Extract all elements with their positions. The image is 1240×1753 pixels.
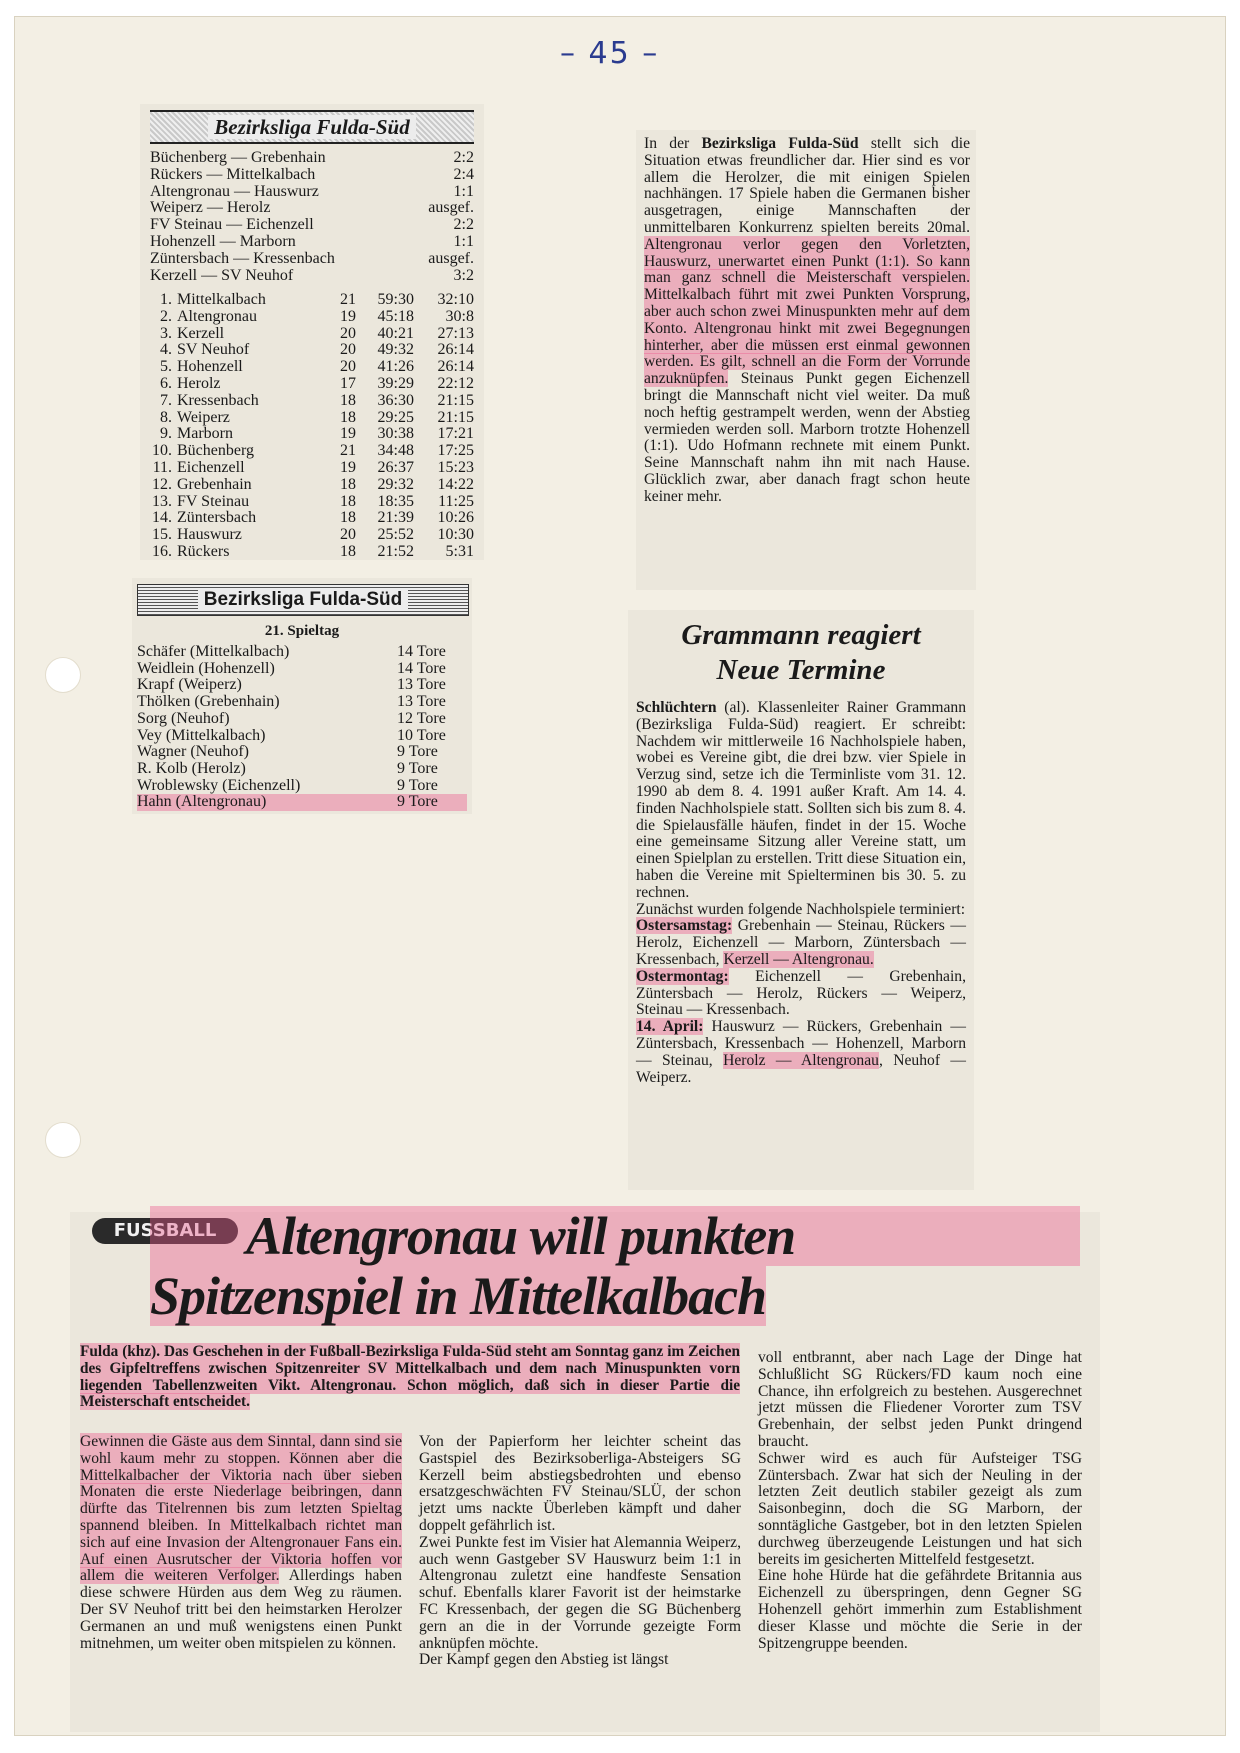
standing-points: 21:15	[437, 408, 474, 426]
result-score: 2:2	[453, 149, 474, 166]
result-score: 3:2	[453, 266, 474, 284]
scorer-name: R. Kolb (Herolz)	[137, 759, 246, 777]
scorer-row	[137, 778, 467, 795]
standing-pos: 10.	[152, 442, 172, 460]
standing-games: 20	[340, 324, 356, 342]
standing-goals: 29:32	[377, 475, 414, 493]
standing-points: 17:25	[437, 442, 474, 460]
standing-games: 21	[340, 291, 356, 308]
result-match: Rückers — Mittelkalbach	[150, 165, 316, 183]
standing-games: 19	[340, 307, 356, 325]
scorer-row	[137, 711, 467, 728]
standing-points: 27:13	[437, 324, 474, 342]
standings-row	[150, 292, 474, 309]
standing-points: 10:30	[437, 526, 474, 544]
standing-games: 20	[340, 526, 356, 544]
scorer-goals: 9 Tore	[397, 759, 438, 777]
scorer-row	[137, 694, 467, 711]
right-article-league: Bezirksliga Fulda-Süd	[701, 135, 859, 152]
scorer-goals: 9 Tore	[397, 743, 438, 761]
scorer-row	[137, 661, 467, 678]
scorer-goals: 14 Tore	[397, 659, 446, 677]
standing-team: Kressenbach	[177, 391, 259, 409]
scorer-name: Hahn (Altengronau)	[137, 793, 267, 811]
standing-games: 18	[340, 475, 356, 493]
standing-pos: 6.	[160, 374, 172, 392]
scorer-name: Schäfer (Mittelkalbach)	[137, 643, 290, 660]
standings-row	[150, 359, 474, 376]
standing-points: 26:14	[437, 358, 474, 376]
main-lead: Fulda (khz). Das Geschehen in der Fußball-Bezirksliga Fulda-Süd steht am Sonntag ganz im Zeichen des Gipfeltreffens zwischen Spitzenreiter SV Mittelkalbach und dem nach Minuspunkten vorn liegenden Tabellenzweiten Vikt. Altengronau. Schon möglich, daß sich in dieser Partie die Meisterschaft entscheidet.	[80, 1343, 740, 1411]
standings-row	[150, 326, 474, 343]
standings-row	[150, 510, 474, 527]
standing-games: 18	[340, 408, 356, 426]
standings-row	[150, 460, 474, 477]
result-match: Züntersbach — Kressenbach	[150, 249, 335, 267]
standings-row	[150, 477, 474, 494]
standing-pos: 7.	[160, 391, 172, 409]
result-score: 1:1	[453, 232, 474, 250]
result-score: 2:2	[453, 216, 474, 234]
scorer-goals: 13 Tore	[397, 676, 446, 694]
standing-team: Grebenhain	[177, 475, 252, 493]
standing-points: 15:23	[437, 458, 474, 476]
right-article-highlight: Altengronau verlor gegen den Vorletzten, Hauswurz, unerwartet einen Punkt (1:1). So kann man ganz schnell die Meisterschaft verspielen. Mittelkalbach führt mit zwei Punkten Vorsprung, aber auch schon zwei Minuspunkten mehr auf dem Konto. Altengronau hinkt mit zwei Begegnungen hinterher, aber die müssen erst einmal gewonnen werden. Es gilt, schnell an die Form der Vorrunde anzuknüpfen.	[644, 235, 970, 388]
scorer-goals: 9 Tore	[397, 776, 438, 794]
standings-row	[150, 527, 474, 544]
standing-team: Hohenzell	[177, 358, 243, 376]
scorer-name: Thölken (Grebenhain)	[137, 693, 280, 711]
main-col-2: Von der Papierform her leichter scheint das Gastspiel des Bezirksoberliga-Absteigers SG Kerzell beim abstiegsbedrohten und ebenso ersatzgeschwächten FV Steinau/SLÜ, der schon jetzt ums nackte Überleben kämpft und daher doppelt gefährlich ist. Zwei Punkte fest im Visier hat Alemannia Weiperz, auch wenn Gastgeber SV Hauswurz beim 1:1 in Altengronau zuletzt eine handfeste Sensation schuf. Ebenfalls klarer Favorit ist der heimstarke FC Kressenbach, der gegen die SG Büchenberg gern an die in der Vorrunde gezeigte Form anknüpfen möchte. Der Kampf gegen den Abstieg ist längst	[419, 1433, 741, 1669]
standing-team: Eichenzell	[177, 458, 245, 476]
standing-points: 17:21	[437, 425, 474, 443]
standing-team: Hauswurz	[177, 526, 242, 544]
table-title: Bezirksliga Fulda-Süd	[150, 110, 474, 144]
standing-points: 21:15	[437, 391, 474, 409]
standing-team: Büchenberg	[177, 442, 255, 460]
standing-games: 20	[340, 341, 356, 359]
standings-row	[150, 494, 474, 511]
standing-games: 19	[340, 458, 356, 476]
standings-row	[150, 544, 474, 561]
standing-team: Rückers	[177, 542, 230, 560]
standing-goals: 39:29	[377, 374, 414, 392]
standing-games: 18	[340, 509, 356, 527]
scorer-row	[137, 794, 467, 811]
result-score: 2:4	[453, 165, 474, 183]
scorer-goals: 9 Tore	[397, 793, 438, 811]
standing-goals: 45:18	[377, 307, 414, 325]
standings-row	[150, 309, 474, 326]
standing-games: 21	[340, 442, 356, 460]
scorers-title: Bezirksliga Fulda-Süd	[137, 584, 469, 616]
standing-games: 18	[340, 542, 356, 560]
termine-text: Schlüchtern (al). Klassenleiter Rainer Grammann (Bezirksliga Fulda-Süd) reagiert. Er schreibt: Nachdem wir mittlerweile 16 Nachholspiele haben, wobei es Vereine gibt, die drei bzw. vier Spiele in Verzug sind, setze ich die Terminliste vom 31. 12. 1990 ab dem 8. 4. 1991 außer Kraft. Am 14. 4. finden Nachholspiele statt. Sollten sich bis zum 8. 4. die Spielausfälle häufen, findet in der 15. Woche eine gemeinsame Sitzung aller Vereine statt, um einen Spielplan zu erstellen. Tritt diese Situation ein, haben die Vereine mit Spielterminen bis 30. 5. zu rechnen. Zunächst wurden folgende Nachholspiele terminiert: Ostersamstag: Grebenhain — Steinau, Rückers — Herolz, Eichenzell — Marborn, Züntersbach — Kressenbach, Kerzell — Altengronau. Ostermontag: Eichenzell — Grebenhain, Züntersbach — Herolz, Rückers — Weiperz, Steinau — Kressenbach. 14. April: Hauswurz — Rückers, Grebenhain — Züntersbach, Kressenbach — Hohenzell, Marborn — Steinau, Herolz — Altengronau, Neuhof — Weiperz.	[636, 699, 966, 1086]
standing-games: 18	[340, 391, 356, 409]
standing-games: 20	[340, 358, 356, 376]
standing-team: Mittelkalbach	[177, 291, 266, 308]
result-match: Hohenzell — Marborn	[150, 232, 296, 250]
standing-points: 11:25	[438, 492, 474, 510]
scorer-name: Weidlein (Hohenzell)	[137, 659, 275, 677]
standing-pos: 14.	[152, 509, 172, 527]
result-row	[150, 184, 474, 201]
result-row	[150, 150, 474, 167]
result-row	[150, 217, 474, 234]
main-headline: Altengronau will punkten Spitzenspiel in Mittelkalbach	[150, 1206, 1080, 1326]
scorer-goals: 10 Tore	[397, 726, 446, 744]
result-row	[150, 167, 474, 184]
result-match: Büchenberg — Grebenhain	[150, 149, 326, 166]
standing-games: 19	[340, 425, 356, 443]
punch-hole-bottom	[45, 1122, 81, 1158]
standings-table	[150, 292, 474, 561]
standing-goals: 21:39	[377, 509, 414, 527]
standing-team: Weiperz	[177, 408, 230, 426]
standing-games: 17	[340, 374, 356, 392]
scorer-name: Vey (Mittelkalbach)	[137, 726, 266, 744]
result-score: 1:1	[453, 182, 474, 200]
standing-goals: 41:26	[377, 358, 414, 376]
standing-points: 26:14	[437, 341, 474, 359]
result-match: FV Steinau — Eichenzell	[150, 216, 314, 234]
scorer-goals: 12 Tore	[397, 709, 446, 727]
result-match: Altengronau — Hauswurz	[150, 182, 319, 200]
result-row	[150, 200, 474, 217]
standing-goals: 30:38	[377, 425, 414, 443]
right-article-text: In der Bezirksliga Fulda-Süd stellt sich die Situation etwas freundlicher dar. Hier sind es vor allem die Herolzer, die mit einigen Spielen nachhängen. 17 Spiele haben die Germanen bisher ausgetragen, einige Mannschaften der unmittelbaren Konkurrenz spielten bereits 20mal. Altengronau verlor gegen den Vorletzten, Hauswurz, unerwartet einen Punkt (1:1). So kann man ganz schnell die Meisterschaft verspielen. Mittelkalbach führt mit zwei Punkten Vorsprung, aber auch schon zwei Minuspunkten mehr auf dem Konto. Altengronau hinkt mit zwei Begegnungen hinterher, aber die müssen erst einmal gewonnen werden. Es gilt, schnell an die Form der Vorrunde anzuknüpfen. Steinaus Punkt gegen Eichenzell bringt die Mannschaft nicht viel weiter. Da muß noch heftig gestrampelt werden, wenn der Abstieg vermieden werden soll. Marborn trotzte Hohenzell (1:1). Udo Hofmann rechnete mit einem Punkt. Seine Mannschaft nahm ihn mit nach Hause. Glücklich zwar, aber danach fragt schon heute keiner mehr.	[644, 135, 970, 505]
standing-points: 5:31	[445, 542, 474, 560]
main-col-3: voll entbrannt, aber nach Lage der Dinge hat Schlußlicht SG Rückers/FD kaum noch eine Chance, ihn erfolgreich zu bestehen. Ausgerechnet jetzt müssen die Fliedener Vororter zum TSV Grebenhain, der selbst jeden Punkt dringend braucht. Schwer wird es auch für Aufsteiger TSG Züntersbach. Zwar hat sich der Neuling in der letzten Zeit deutlich stabiler gezeigt als zum Saisonbeginn, doch die SG Marborn, der sonntägliche Gastgeber, bot in den letzten Spielen durchweg überzeugende Leistungen und hat sich bereits im gesicherten Mittelfeld festgesetzt. Eine hohe Hürde hat die gefährdete Britannia aus Eichenzell zu überspringen, denn Gegner SG Hohenzell gehört immerhin zum Establishment dieser Klasse und möchte die Serie in der Spitzengruppe beenden.	[758, 1349, 1082, 1652]
standing-pos: 1.	[160, 291, 172, 308]
scorer-name: Sorg (Neuhof)	[137, 709, 230, 727]
scorer-row	[137, 744, 467, 761]
punch-hole-top	[45, 657, 81, 693]
standings-row	[150, 376, 474, 393]
standing-goals: 21:52	[377, 542, 414, 560]
result-match: Weiperz — Herolz	[150, 199, 271, 217]
result-row	[150, 251, 474, 268]
standing-pos: 15.	[152, 526, 172, 544]
standings-row	[150, 443, 474, 460]
scorer-row	[137, 644, 467, 661]
scorer-goals: 13 Tore	[397, 693, 446, 711]
standings-row	[150, 426, 474, 443]
standing-team: Kerzell	[177, 324, 225, 342]
standing-points: 32:10	[437, 291, 474, 308]
standing-pos: 16.	[152, 542, 172, 560]
scorer-name: Wagner (Neuhof)	[137, 743, 249, 761]
standing-goals: 36:30	[377, 391, 414, 409]
standing-pos: 3.	[160, 324, 172, 342]
scorer-name: Krapf (Weiperz)	[137, 676, 242, 694]
standing-team: Altengronau	[177, 307, 257, 325]
standing-goals: 29:25	[377, 408, 414, 426]
standing-pos: 9.	[160, 425, 172, 443]
standing-goals: 25:52	[377, 526, 414, 544]
standing-pos: 5.	[160, 358, 172, 376]
page-number: – 45 –	[560, 36, 660, 71]
standing-team: Herolz	[177, 374, 221, 392]
result-row	[150, 268, 474, 285]
result-row	[150, 234, 474, 251]
standing-points: 30:8	[445, 307, 474, 325]
results-list	[150, 150, 474, 284]
scorers-subtitle: 21. Spieltag	[264, 623, 340, 639]
standing-points: 10:26	[437, 509, 474, 527]
standing-goals: 18:35	[377, 492, 414, 510]
standings-row	[150, 410, 474, 427]
standing-points: 14:22	[437, 475, 474, 493]
standing-pos: 13.	[152, 492, 172, 510]
standing-pos: 4.	[160, 341, 172, 359]
standing-pos: 11.	[152, 458, 172, 476]
standing-team: SV Neuhof	[177, 341, 250, 359]
main-col-1: Gewinnen die Gäste aus dem Sinntal, dann sind sie wohl kaum mehr zu stoppen. Können aber die Mittelkalbacher der Viktoria nach über sieben Monaten die erste Niederlage beibringen, dann dürfte das Titelrennen bis zum letzten Spieltag spannend bleiben. In Mittelkalbach richtet man sich auf eine Invasion der Altengronauer Fans ein. Auf einen Ausrutscher der Viktoria hoffen vor allem die weiteren Verfolger. Allerdings haben diese schwere Hürden aus dem Weg zu räumen. Der SV Neuhof tritt bei den heimstarken Herolzer Germanen an und muß wenigstens einen Punkt mitnehmen, um weiter oben mitspielen zu können.	[80, 1433, 402, 1652]
standing-goals: 26:37	[377, 458, 414, 476]
standing-pos: 8.	[160, 408, 172, 426]
standing-team: Marborn	[177, 425, 233, 443]
scorer-goals: 14 Tore	[397, 643, 446, 660]
standing-pos: 2.	[160, 307, 172, 325]
result-score: ausgef.	[428, 199, 474, 217]
scorer-row	[137, 761, 467, 778]
fussball-tag: FUSSBALL	[92, 1218, 238, 1244]
standings-row	[150, 393, 474, 410]
standing-team: Züntersbach	[177, 509, 257, 527]
standing-goals: 49:32	[377, 341, 414, 359]
standing-team: FV Steinau	[177, 492, 250, 510]
standing-goals: 59:30	[377, 291, 414, 308]
scorer-row	[137, 677, 467, 694]
standing-goals: 40:21	[377, 324, 414, 342]
scorers-list	[137, 644, 467, 811]
standing-points: 22:12	[437, 374, 474, 392]
result-match: Kerzell — SV Neuhof	[150, 266, 294, 284]
standing-games: 18	[340, 492, 356, 510]
standing-pos: 12.	[152, 475, 172, 493]
termine-headline: Grammann reagiert Neue Termine	[681, 619, 921, 686]
scorer-name: Wroblewsky (Eichenzell)	[137, 776, 301, 794]
standing-goals: 34:48	[377, 442, 414, 460]
result-score: ausgef.	[428, 249, 474, 267]
standings-row	[150, 342, 474, 359]
scorer-row	[137, 728, 467, 745]
